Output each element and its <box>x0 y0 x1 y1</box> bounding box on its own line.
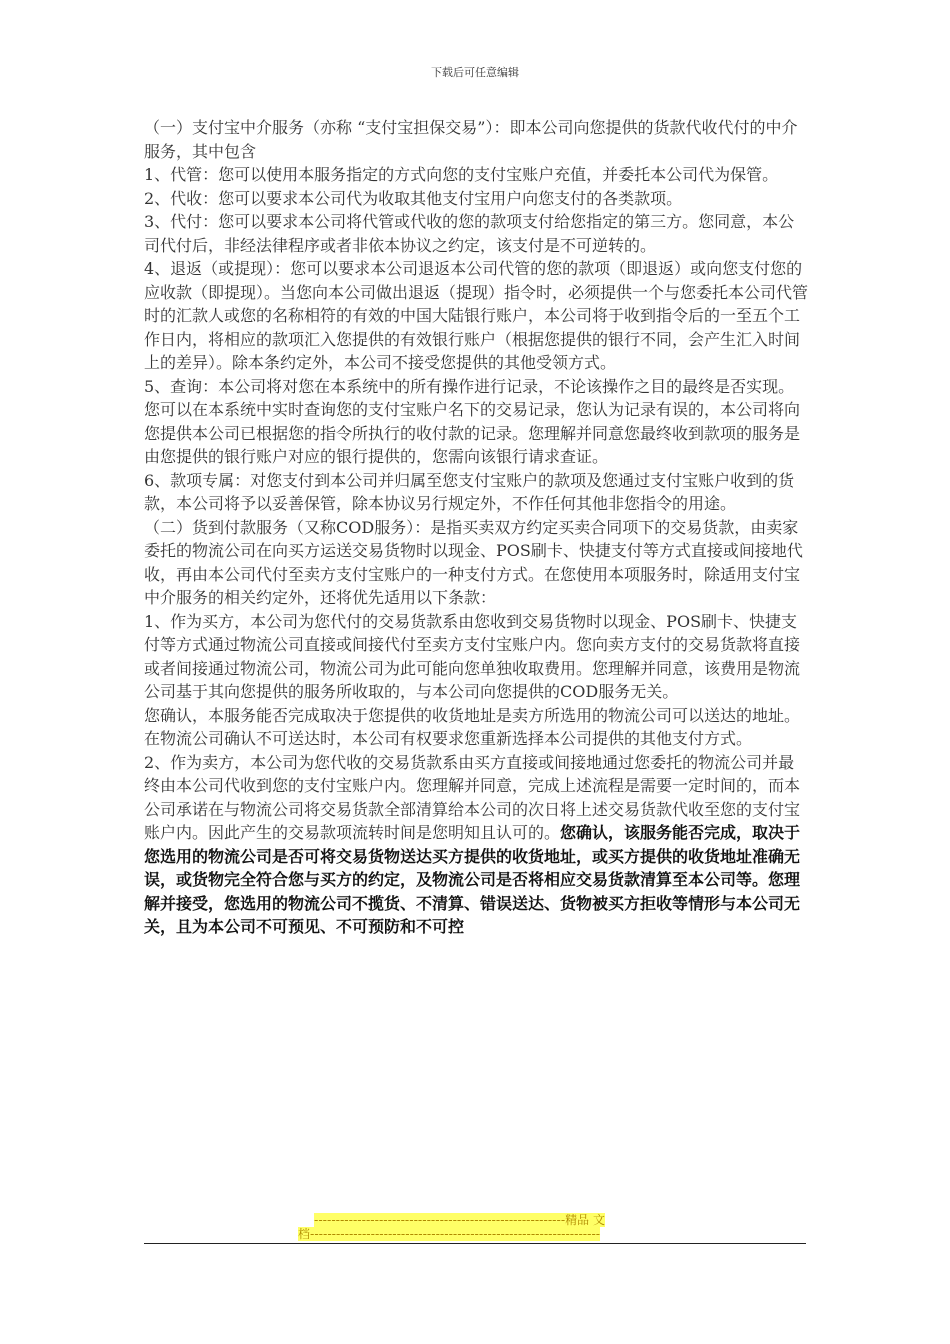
page-footer <box>298 1213 658 1241</box>
paragraph-refund: 4、退返（或提现）：您可以要求本公司退返本公司代管的您的款项（即退返）或向您支付您的应收款（即提现）。当您向本公司做出退返（提现）指令时，必须提供一个与您委托本公司代管时的汇款人或您的名称相符的有效的中国大陆银行账户，本公司将于收到指令后的一至五个工作日内，将相应的款项汇入您提供的有效银行账户（根据您提供的银行不同，会产生汇入时间上的差异）。除本条约定外，本公司不接受您提供的其他受领方式。 <box>144 259 809 372</box>
document-body <box>144 116 808 939</box>
paragraph-buyer-confirm: 您确认，本服务能否完成取决于您提供的收货地址是卖方所选用的物流公司可以送达的地址。在物流公司确认不可送达时，本公司有权要求您重新选择本公司提供的其他支付方式。 <box>144 705 801 748</box>
footer-line-2: 档------------------------------------------------------------------- <box>298 1227 601 1241</box>
paragraph-exclusive-funds: 6、款项专属：对您支付到本公司并归属至您支付宝账户的款项及您通过支付宝账户收到的货款，本公司将予以妥善保管，除本协议另行规定外，不作任何其他非您指令的用途。 <box>144 470 795 513</box>
footer-line-1: ----------------------------------------------------------精品 文 <box>314 1213 605 1227</box>
paragraph-seller-normal: 2、作为卖方，本公司为您代收的交易货款系由买方直接或间接地通过您委托的物流公司并最终由本公司代收到您的支付宝账户内。您理解并同意，完成上述流程是需要一定时间的，而本公司承诺在与物流公司将交易货款全部清算给本公司的次日将上述交易货款代收至您的支付宝账户内。因此产生的交易款项流转时间是您明知且认可的。 <box>144 752 801 842</box>
paragraph-seller <box>144 751 808 939</box>
footer-divider <box>144 1243 806 1244</box>
paragraph-seller-bold: 您确认，该服务能否完成，取决于您选用的物流公司是否可将交易货物送达买方提供的收货地址，或买方提供的收货地址准确无误，或货物完全符合您与买方的约定，及物流公司是否将相应交易货款清算至本公司等。您理解并接受，您选用的物流公司不揽货、不清算、错误送达、货物被买方拒收等情形与本公司无关，且为本公司不可预见、不可预防和不可控 <box>144 823 801 936</box>
paragraph-collection: 2、代收：您可以要求本公司代为收取其他支付宝用户向您支付的各类款项。 <box>144 188 683 208</box>
paragraph-buyer: 1、作为买方，本公司为您代付的交易货款系由您收到交易货物时以现金、POS刷卡、快捷支付等方式通过物流公司直接或间接代付至卖方支付宝账户内。您向卖方支付的交易货款将直接或者间接通过物流公司，物流公司为此可能向您单独收取费用。您理解并同意，该费用是物流公司基于其向您提供的服务所收取的，与本公司向您提供的COD服务无关。 <box>144 611 801 701</box>
paragraph-query: 5、查询：本公司将对您在本系统中的所有操作进行记录，不论该操作之目的最终是否实现。您可以在本系统中实时查询您的支付宝账户名下的交易记录，您认为记录有误的，本公司将向您提供本公司已根据您的指令所执行的收付款的记录。您理解并同意您最终收到款项的服务是由您提供的银行账户对应的银行提供的，您需向该银行请求查证。 <box>144 376 801 466</box>
paragraph-section-2-title: （二）货到付款服务（又称COD服务）：是指买卖双方约定买卖合同项下的交易货款，由卖家委托的物流公司在向买方运送交易货物时以现金、POS刷卡、快捷支付等方式直接或间接地代收，再由本公司代付至卖方支付宝账户的一种支付方式。在您使用本项服务时，除适用支付宝中介服务的相关约定外，还将优先适用以下条款： <box>144 517 803 607</box>
paragraph-payment: 3、代付：您可以要求本公司将代管或代收的您的款项支付给您指定的第三方。您同意，本公司代付后，非经法律程序或者非依本协议之约定，该支付是不可逆转的。 <box>144 212 795 255</box>
page-header: 下载后可任意编辑 <box>431 66 519 79</box>
paragraph-section-1-title: （一）支付宝中介服务（亦称 “支付宝担保交易”）：即本公司向您提供的货款代收代付的中介服务，其中包含 <box>144 118 798 161</box>
paragraph-custody: 1、代管：您可以使用本服务指定的方式向您的支付宝账户充值，并委托本公司代为保管。 <box>144 165 779 184</box>
